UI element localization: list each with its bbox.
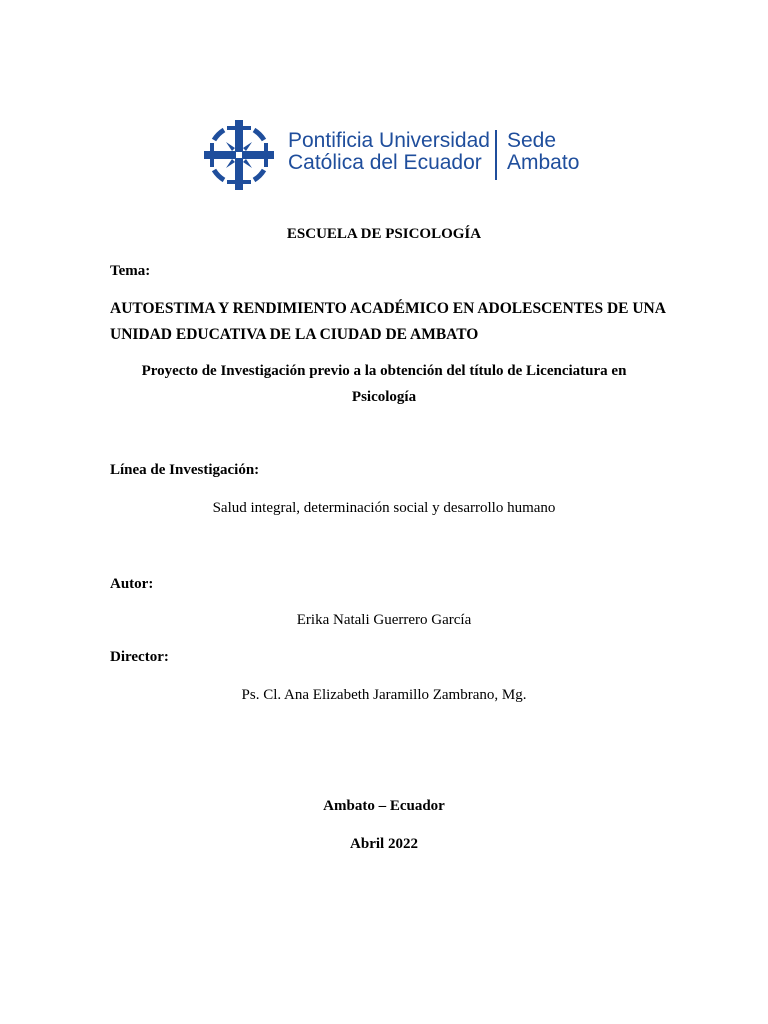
topic-label: Tema: — [110, 263, 151, 279]
author-value: Erika Natali Guerrero García — [296, 612, 472, 628]
university-logo — [202, 118, 602, 192]
topic-title-line1: AUTOESTIMA Y RENDIMIENTO ACADÉMICO EN ADOLESCENTES DE UNA — [110, 300, 666, 317]
campus-name-line2: Ambato — [507, 151, 580, 174]
topic-title-line2: UNIDAD EDUCATIVA DE LA CIUDAD DE AMBATO — [110, 326, 479, 343]
university-name-line1: Pontificia Universidad — [288, 129, 490, 152]
school-title: ESCUELA DE PSICOLOGÍA — [286, 226, 482, 242]
director-label: Director: — [110, 649, 169, 665]
degree-purpose — [0, 358, 768, 410]
research-line-value: Salud integral, determinación social y desarrollo humano — [212, 500, 556, 516]
author-label: Autor: — [110, 576, 154, 592]
logo-divider — [495, 130, 497, 180]
place: Ambato – Ecuador — [323, 798, 445, 814]
degree-purpose-line2: Psicología — [351, 389, 417, 405]
research-line-label: Línea de Investigación: — [110, 462, 260, 478]
director-value: Ps. Cl. Ana Elizabeth Jaramillo Zambrano, Mg. — [241, 687, 527, 703]
date: Abril 2022 — [350, 836, 418, 852]
degree-purpose-line1: Proyecto de Investigación previo a la obtención del título de Licenciatura en — [141, 363, 627, 379]
campus-name-line1: Sede — [507, 129, 557, 152]
university-name — [288, 130, 490, 174]
university-name-line2: Católica del Ecuador — [288, 151, 482, 174]
pucesa-cross-emblem-icon — [202, 118, 276, 192]
campus-name — [507, 130, 579, 174]
topic-title — [110, 296, 666, 348]
